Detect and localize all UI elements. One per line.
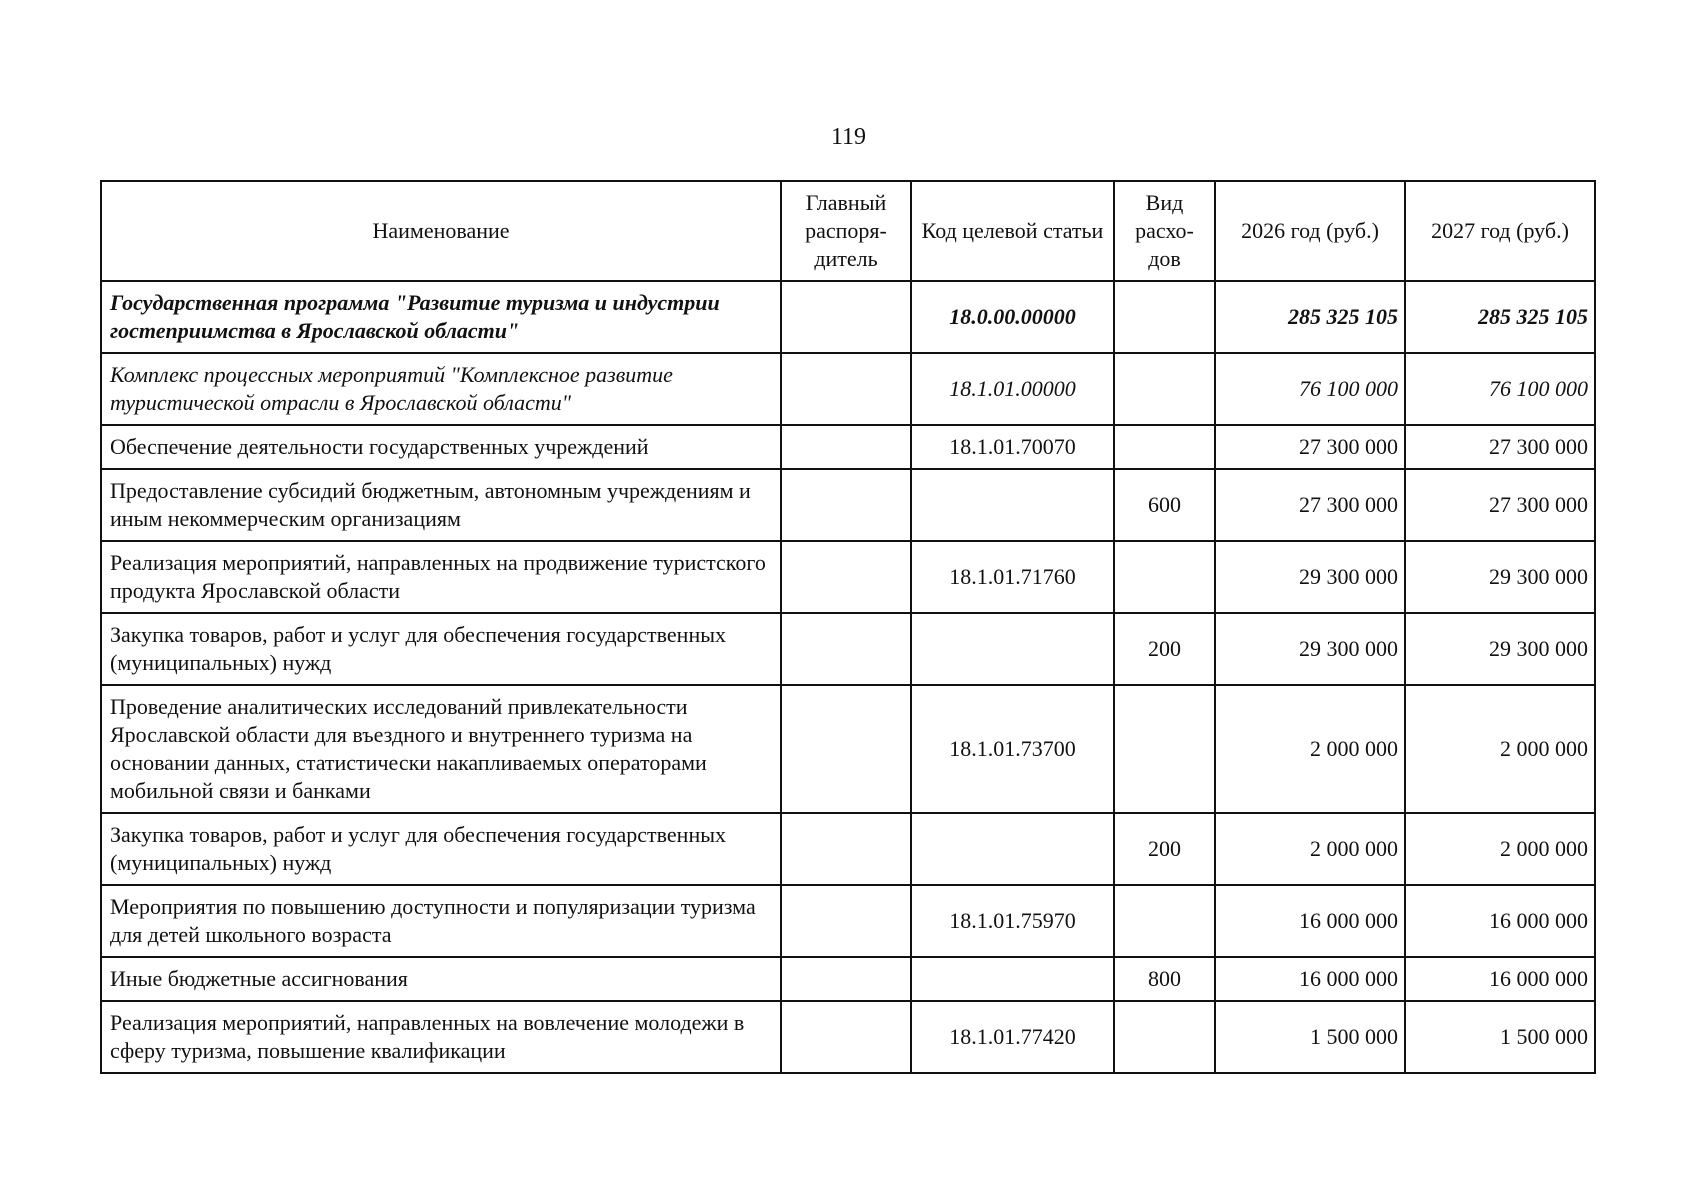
row-code: 18.1.01.70070 (911, 425, 1114, 469)
table-row (101, 541, 1595, 613)
row-manager (781, 613, 911, 685)
row-code: 18.1.01.75970 (911, 885, 1114, 957)
row-code (911, 469, 1114, 541)
row-amount-2026: 2 000 000 (1215, 685, 1405, 813)
row-amount-2026: 1 500 000 (1215, 1001, 1405, 1073)
row-expense-type (1114, 685, 1215, 813)
row-manager (781, 469, 911, 541)
row-manager (781, 1001, 911, 1073)
row-name: Иные бюджетные ассигнования (101, 957, 781, 1001)
row-amount-2027: 76 100 000 (1405, 353, 1595, 425)
row-code: 18.1.01.73700 (911, 685, 1114, 813)
row-amount-2026: 285 325 105 (1215, 281, 1405, 353)
row-manager (781, 957, 911, 1001)
row-code: 18.0.00.00000 (911, 281, 1114, 353)
row-amount-2027: 2 000 000 (1405, 813, 1595, 885)
row-expense-type: 800 (1114, 957, 1215, 1001)
row-manager (781, 281, 911, 353)
row-expense-type (1114, 541, 1215, 613)
header-expense-type: Вид расхо-дов (1114, 181, 1215, 281)
table-header-row (101, 181, 1595, 281)
row-expense-type (1114, 885, 1215, 957)
row-expense-type (1114, 1001, 1215, 1073)
table-row (101, 957, 1595, 1001)
row-amount-2027: 29 300 000 (1405, 613, 1595, 685)
row-code (911, 613, 1114, 685)
row-amount-2027: 27 300 000 (1405, 425, 1595, 469)
row-name: Реализация мероприятий, направленных на продвижение туристского продукта Ярославской области (101, 541, 781, 613)
table-row (101, 281, 1595, 353)
row-manager (781, 885, 911, 957)
table-row (101, 469, 1595, 541)
row-expense-type (1114, 281, 1215, 353)
header-2026: 2026 год (руб.) (1215, 181, 1405, 281)
row-amount-2026: 76 100 000 (1215, 353, 1405, 425)
row-code (911, 813, 1114, 885)
row-expense-type (1114, 425, 1215, 469)
row-code: 18.1.01.77420 (911, 1001, 1114, 1073)
table-row (101, 425, 1595, 469)
row-amount-2026: 29 300 000 (1215, 541, 1405, 613)
header-manager: Главный распоря-дитель (781, 181, 911, 281)
table-row (101, 353, 1595, 425)
budget-table (100, 180, 1596, 1074)
header-code: Код целевой статьи (911, 181, 1114, 281)
row-amount-2027: 1 500 000 (1405, 1001, 1595, 1073)
header-2027: 2027 год (руб.) (1405, 181, 1595, 281)
page-number: 119 (830, 124, 867, 150)
table-row (101, 813, 1595, 885)
row-expense-type: 200 (1114, 613, 1215, 685)
row-name: Закупка товаров, работ и услуг для обеспечения государственных (муниципальных) нужд (101, 813, 781, 885)
row-name: Проведение аналитических исследований привлекательности Ярославской области для въездного и внутреннего туризма на основании данных, статистически накапливаемых операторами мобильной связи и банками (101, 685, 781, 813)
row-amount-2027: 29 300 000 (1405, 541, 1595, 613)
row-name: Предоставление субсидий бюджетным, автономным учреждениям и иным некоммерческим организациям (101, 469, 781, 541)
row-name: Государственная программа "Развитие туризма и индустрии гостеприимства в Ярославской области" (101, 281, 781, 353)
table-row (101, 885, 1595, 957)
row-manager (781, 353, 911, 425)
row-code: 18.1.01.00000 (911, 353, 1114, 425)
row-amount-2026: 27 300 000 (1215, 425, 1405, 469)
row-amount-2027: 2 000 000 (1405, 685, 1595, 813)
row-manager (781, 541, 911, 613)
header-name: Наименование (101, 181, 781, 281)
row-manager (781, 685, 911, 813)
row-amount-2027: 16 000 000 (1405, 885, 1595, 957)
row-expense-type: 200 (1114, 813, 1215, 885)
table-row (101, 613, 1595, 685)
table-row (101, 1001, 1595, 1073)
row-amount-2026: 2 000 000 (1215, 813, 1405, 885)
row-amount-2026: 16 000 000 (1215, 957, 1405, 1001)
table-row (101, 685, 1595, 813)
row-amount-2027: 285 325 105 (1405, 281, 1595, 353)
row-code: 18.1.01.71760 (911, 541, 1114, 613)
row-amount-2027: 16 000 000 (1405, 957, 1595, 1001)
row-name: Закупка товаров, работ и услуг для обеспечения государственных (муниципальных) нужд (101, 613, 781, 685)
row-name: Комплекс процессных мероприятий "Комплексное развитие туристической отрасли в Ярославской области" (101, 353, 781, 425)
row-code (911, 957, 1114, 1001)
row-expense-type: 600 (1114, 469, 1215, 541)
row-expense-type (1114, 353, 1215, 425)
row-amount-2026: 27 300 000 (1215, 469, 1405, 541)
row-amount-2026: 29 300 000 (1215, 613, 1405, 685)
row-manager (781, 425, 911, 469)
row-amount-2026: 16 000 000 (1215, 885, 1405, 957)
row-name: Мероприятия по повышению доступности и популяризации туризма для детей школьного возраста (101, 885, 781, 957)
row-name: Реализация мероприятий, направленных на вовлечение молодежи в сферу туризма, повышение квалификации (101, 1001, 781, 1073)
row-amount-2027: 27 300 000 (1405, 469, 1595, 541)
row-name: Обеспечение деятельности государственных учреждений (101, 425, 781, 469)
row-manager (781, 813, 911, 885)
